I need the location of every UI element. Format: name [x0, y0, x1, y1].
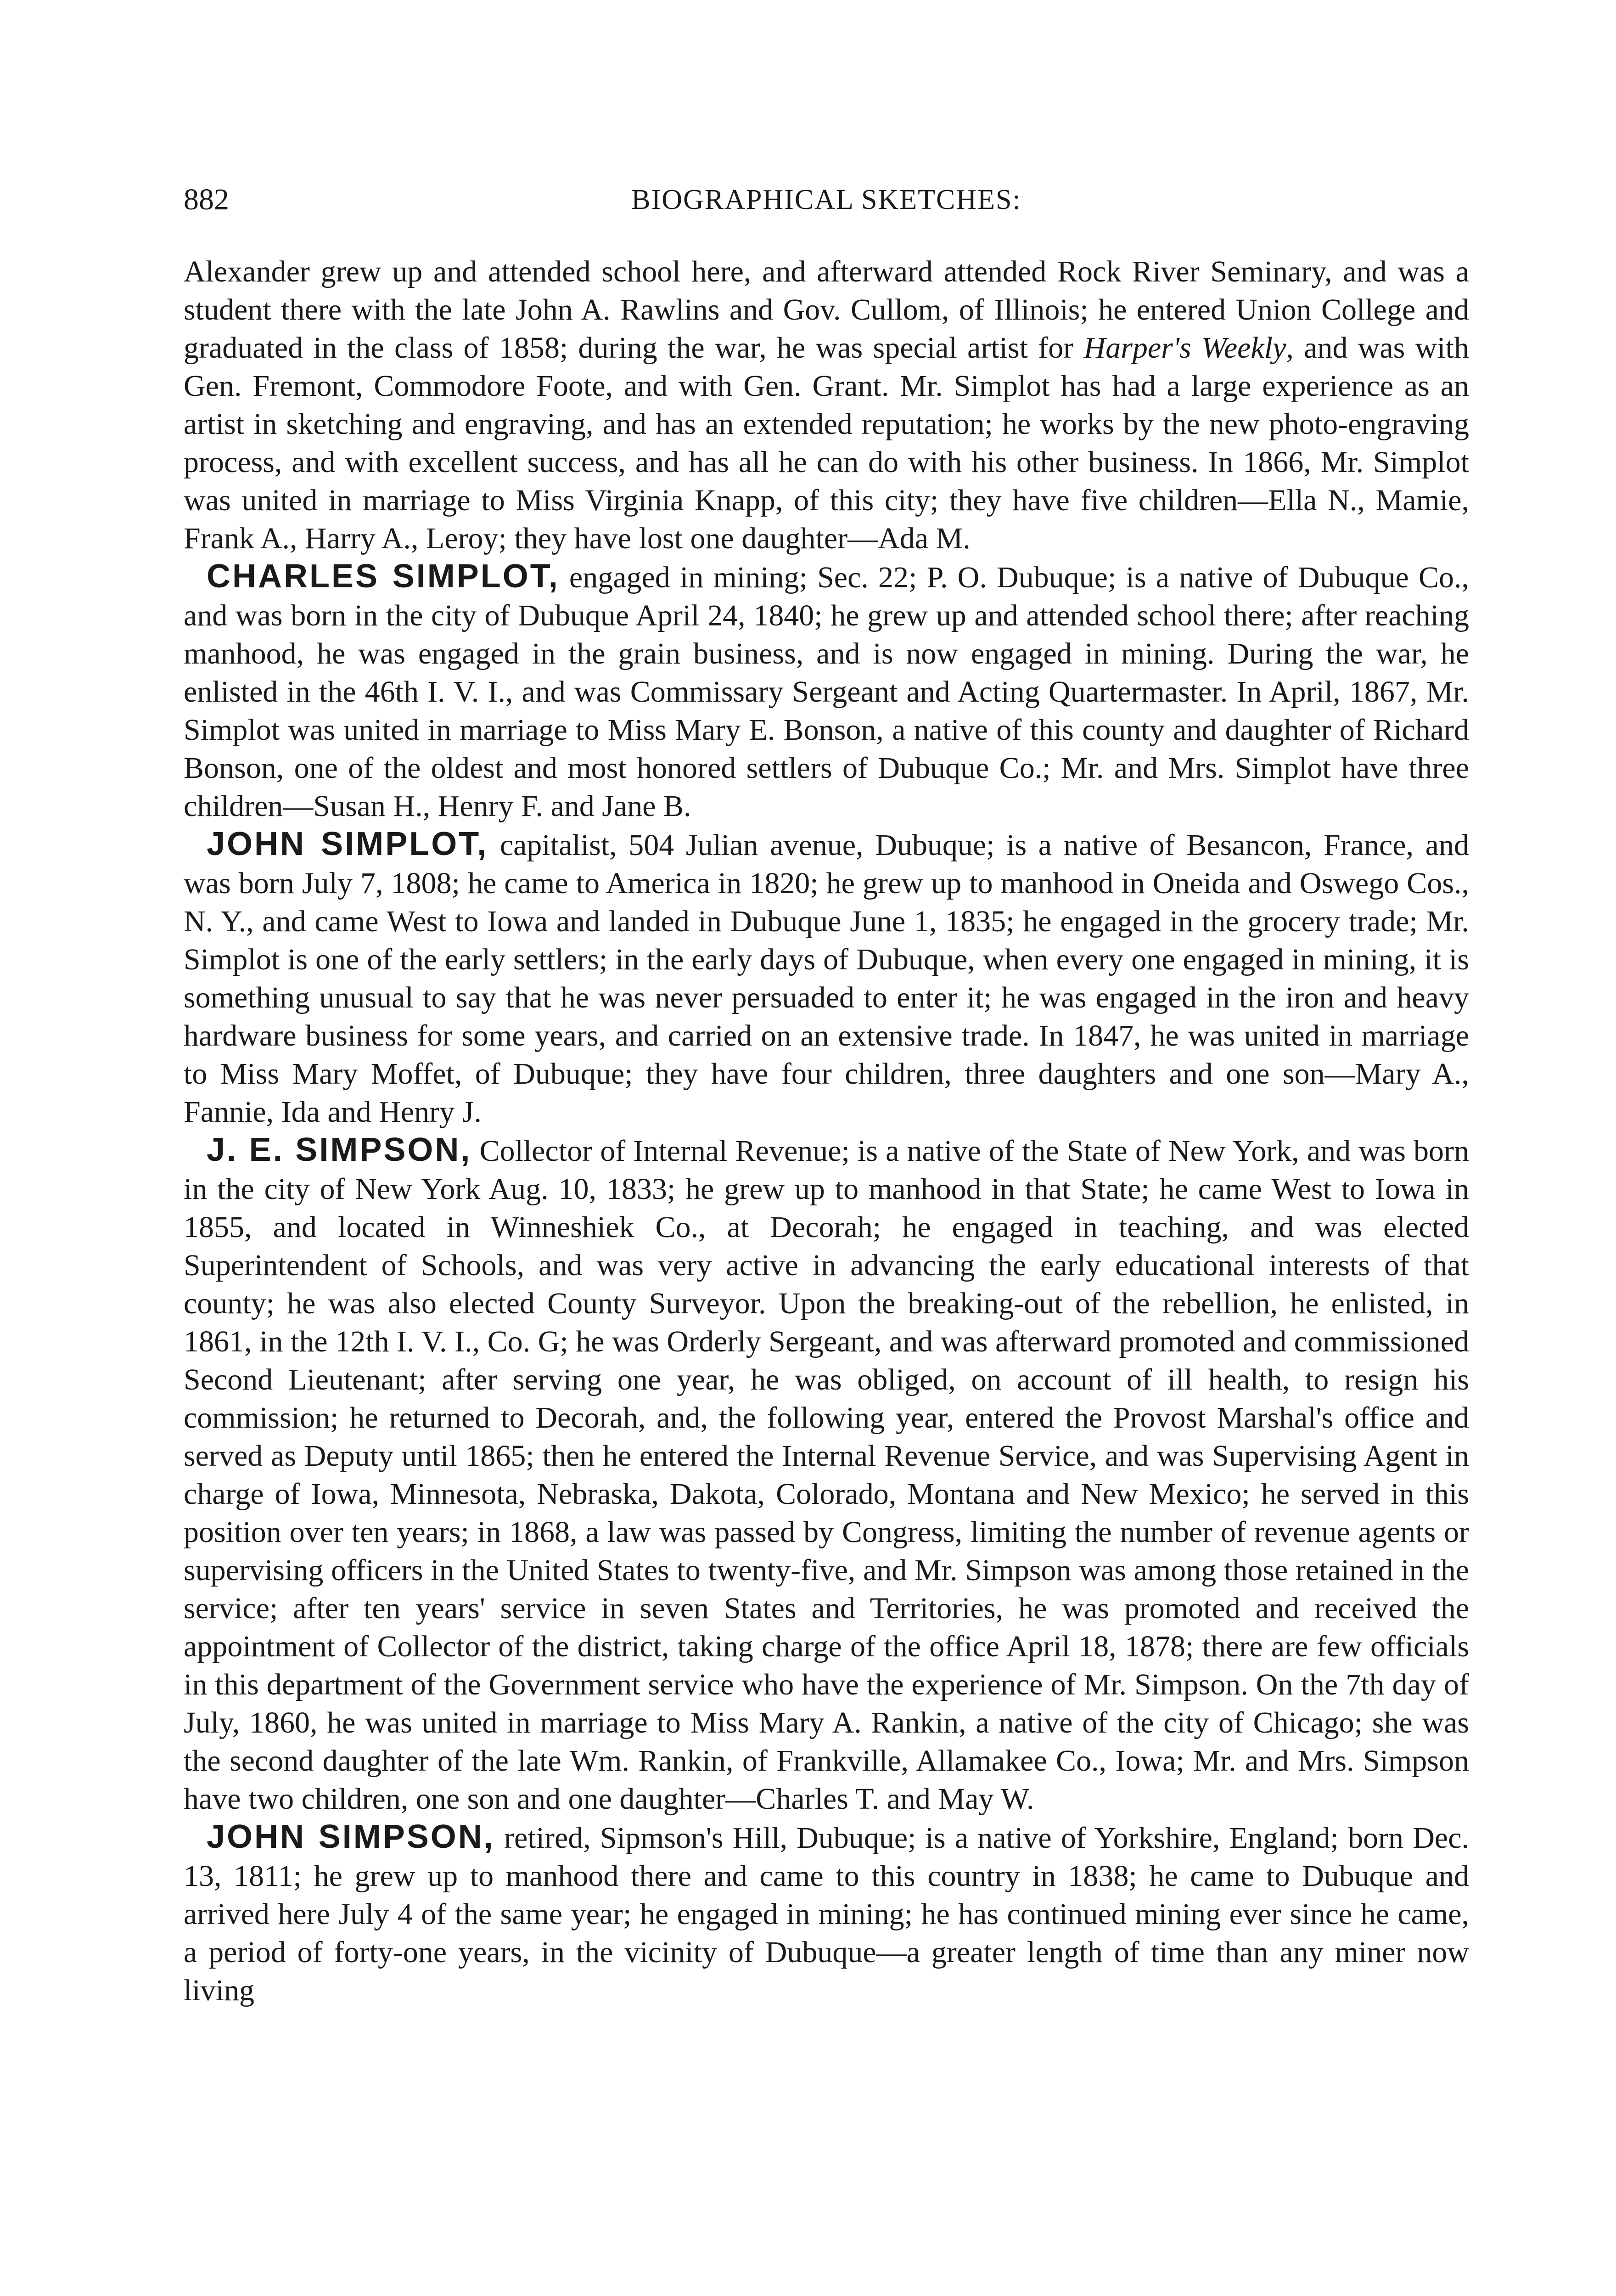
entry-text: capitalist, 504 Julian avenue, Dubuque; is a native of Besancon, France, and was born July 7, 1808; he came to America in 1820; he grew up to manhood in Oneida and Oswego Cos., N. Y., and came West to Iowa and landed in Dubuque June 1, 1835; he engaged in the grocery trade; Mr. Simplot is one of the early settlers; in the early days of Dubuque, when every one engaged in mining, it is something unusual to say that he was never persuaded to enter it; he was engaged in the iron and heavy hardware business for some years, and carried on an extensive trade. In 1847, he was united in marriage to Miss Mary Moffet, of Dubuque; they have four children, three daughters and one son—Mary A., Fannie, Ida and Henry J.: [184, 828, 1469, 1129]
entry-name: CHARLES SIMPLOT,: [207, 558, 560, 595]
entry-name: JOHN SIMPLOT,: [207, 826, 488, 862]
entry-text: engaged in mining; Sec. 22; P. O. Dubuque; is a native of Dubuque Co., and was born in the city of Dubuque April 24, 1840; he grew up and attended school there; after reaching manhood, he was engaged in the grain business, and is now engaged in mining. During the war, he enlisted in the 46th I. V. I., and was Commissary Sergeant and Acting Quartermaster. In April, 1867, Mr. Simplot was united in marriage to Miss Mary E. Bonson, a native of this county and daughter of Richard Bonson, one of the oldest and most honored settlers of Dubuque Co.; Mr. and Mrs. Simplot have three children—Susan H., Henry F. and Jane B.: [184, 561, 1469, 823]
paragraph-text: Alexander grew up and attended school here, and afterward attended Rock River Seminary, and was a student there with the late John A. Rawlins and Gov. Cullom, of Illinois; he entered Union College and graduated in the class of 1858; during the war, he was special artist for: [184, 255, 1469, 365]
paragraph-continuation: [184, 253, 1469, 557]
entry-name: JOHN SIMPSON,: [207, 1818, 495, 1855]
entry-j-e-simpson: [184, 1131, 1469, 1818]
entry-john-simpson: [184, 1818, 1469, 2009]
publication-title: Harper's Weekly: [1083, 331, 1286, 365]
entry-text: retired, Sipmson's Hill, Dubuque; is a native of Yorkshire, England; born Dec. 13, 1811; he grew up to manhood there and came to this country in 1838; he came to Dubuque and arrived here July 4 of the same year; he engaged in mining; he has continued mining ever since he came, a period of forty-one years, in the vicinity of Dubuque—a greater length of time than any miner now living: [184, 1821, 1469, 2007]
entry-charles-simplot: [184, 557, 1469, 825]
document-page: [184, 174, 1469, 2009]
page-header: [184, 174, 1469, 225]
entry-john-simplot: [184, 825, 1469, 1131]
entry-name: J. E. SIMPSON,: [207, 1131, 472, 1168]
paragraph-text: , and was with Gen. Fremont, Commodore Foote, and with Gen. Grant. Mr. Simplot has had a large experience as an artist in sketching and engraving, and has an extended reputation; he works by the new photo-engraving process, and with excellent success, and has all he can do with his other business. In 1866, Mr. Simplot was united in marriage to Miss Virginia Knapp, of this city; they have five children—Ella N., Mamie, Frank A., Harry A., Leroy; they have lost one daughter—Ada M.: [184, 331, 1469, 555]
body-text: [184, 253, 1469, 2009]
page-number: 882: [184, 183, 229, 216]
running-title: BIOGRAPHICAL SKETCHES:: [631, 184, 1021, 215]
entry-text: Collector of Internal Revenue; is a native of the State of New York, and was born in the city of New York Aug. 10, 1833; he grew up to manhood in that State; he came West to Iowa in 1855, and located in Winneshiek Co., at Decorah; he engaged in teaching, and was elected Superintendent of Schools, and was very active in advancing the early educational interests of that county; he was also elected County Surveyor. Upon the breaking-out of the rebellion, he enlisted, in 1861, in the 12th I. V. I., Co. G; he was Orderly Sergeant, and was afterward promoted and commissioned Second Lieutenant; after serving one year, he was obliged, on account of ill health, to resign his commission; he returned to Decorah, and, the following year, entered the Provost Marshal's office and served as Deputy until 1865; then he entered the Internal Revenue Service, and was Supervising Agent in charge of Iowa, Minnesota, Nebraska, Dakota, Colorado, Montana and New Mexico; he served in this position over ten years; in 1868, a law was passed by Congress, limiting the number of revenue agents or supervising officers in the United States to twenty-five, and Mr. Simpson was among those retained in the service; after ten years' service in seven States and Territories, he was promoted and received the appointment of Collector of the district, taking charge of the office April 18, 1878; there are few officials in this department of the Government service who have the experience of Mr. Simpson. On the 7th day of July, 1860, he was united in marriage to Miss Mary A. Rankin, a native of the city of Chicago; she was the second daughter of the late Wm. Rankin, of Frankville, Allamakee Co., Iowa; Mr. and Mrs. Simpson have two children, one son and one daughter—Charles T. and May W.: [184, 1134, 1469, 1816]
